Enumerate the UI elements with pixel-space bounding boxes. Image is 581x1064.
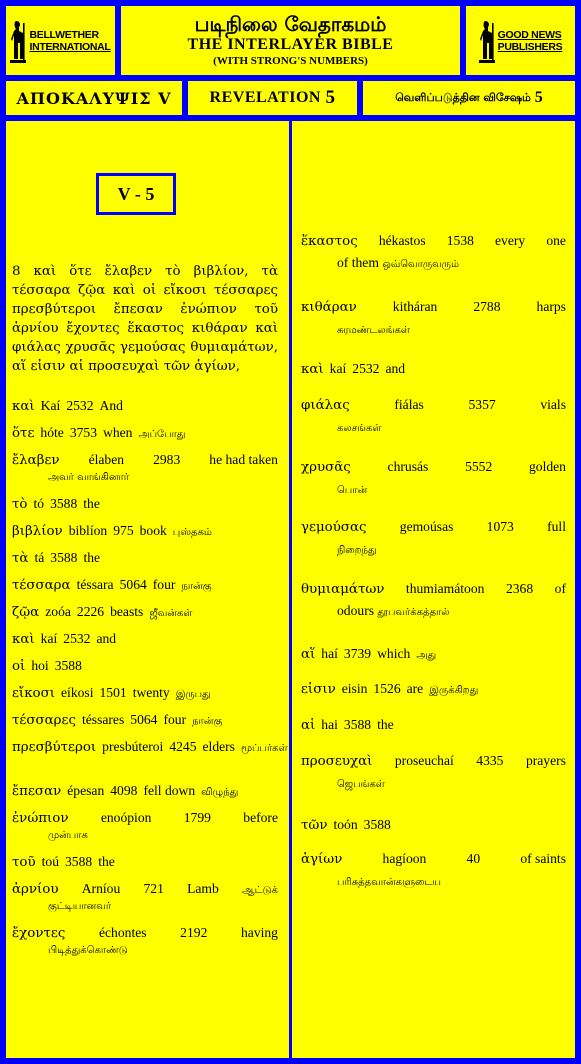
tamil-book-title: வெளிப்படுத்தின விசேஷம் xyxy=(395,90,531,104)
transliteration: hagíoon xyxy=(382,851,427,866)
word-line xyxy=(301,459,566,475)
greek-word: βιβλίον xyxy=(12,524,63,539)
word-entry xyxy=(12,925,278,957)
transliteration: hoi xyxy=(31,658,49,673)
word-line xyxy=(12,739,288,755)
tamil-gloss: பொன் xyxy=(337,485,368,496)
greek-word: αἵ xyxy=(301,647,316,662)
transliteration: hai xyxy=(321,717,338,732)
english-gloss: he had taken xyxy=(209,452,278,467)
publisher-right-line2: PUBLISHERS xyxy=(497,40,563,53)
word-line xyxy=(12,925,278,941)
tamil-chapter-number: 5 xyxy=(534,89,543,106)
word-line xyxy=(12,810,278,826)
tamil-gloss: இருபது xyxy=(175,689,211,700)
word-entry xyxy=(12,604,278,620)
word-continuation xyxy=(301,419,566,435)
word-entry xyxy=(12,398,278,414)
word-line xyxy=(12,685,278,701)
greek-word: τὸ xyxy=(12,497,28,512)
tamil-gloss: இருக்கிறது xyxy=(429,685,479,696)
strongs-number: 40 xyxy=(466,851,481,866)
strongs-number: 3739 xyxy=(343,646,372,661)
word-entry xyxy=(12,881,278,913)
word-line xyxy=(12,712,278,728)
word-continuation xyxy=(301,775,566,791)
transliteration: téssara xyxy=(76,577,114,592)
greek-word: οἱ xyxy=(12,659,26,674)
strongs-number: 4335 xyxy=(476,753,504,768)
greek-word: αἱ xyxy=(301,718,316,733)
transliteration: haí xyxy=(321,646,338,661)
word-line xyxy=(12,631,278,647)
transliteration: proseuchaí xyxy=(394,753,454,768)
greek-word: τὰ xyxy=(12,551,29,566)
greek-word: χρυσᾶς xyxy=(301,460,351,475)
word-line xyxy=(301,646,566,662)
strongs-number: 1501 xyxy=(99,685,127,700)
transliteration: hékastos xyxy=(378,233,426,248)
strongs-number: 5064 xyxy=(130,712,158,727)
english-gloss: and xyxy=(96,631,117,646)
word-line xyxy=(12,604,278,620)
english-gloss: the xyxy=(98,854,115,869)
english-gloss: four xyxy=(152,577,176,592)
tamil-gloss: ஆட்டுக் xyxy=(242,885,278,896)
transliteration: fiálas xyxy=(394,397,424,412)
tamil-gloss: பரிசுத்தவான்களுடைய xyxy=(337,877,441,888)
chapter-label-box xyxy=(96,173,176,215)
word-entry xyxy=(301,519,566,557)
greek-word: ὅτε xyxy=(12,426,35,441)
transliteration: thumiamátoon xyxy=(405,581,485,596)
transliteration: épesan xyxy=(67,783,105,798)
english-gloss: and xyxy=(385,361,406,376)
tamil-gloss: அப்போது xyxy=(138,429,186,440)
greek-word: καὶ xyxy=(301,362,324,377)
english-chapter-number: 5 xyxy=(325,87,336,108)
english-gloss: of xyxy=(554,581,566,596)
transliteration: biblíon xyxy=(68,523,108,538)
word-entry xyxy=(301,361,566,377)
english-gloss: which xyxy=(377,646,411,661)
strongs-number: 2368 xyxy=(505,581,534,596)
tamil-gloss: விழுந்து xyxy=(201,787,239,798)
transliteration: élaben xyxy=(88,452,125,467)
english-gloss: harps xyxy=(536,299,566,314)
english-gloss-continued: odours xyxy=(337,603,375,618)
word-continuation xyxy=(12,897,278,913)
word-entry xyxy=(12,854,278,870)
greek-word: ἀρνίου xyxy=(12,882,59,897)
word-continuation xyxy=(301,873,566,889)
english-gloss: And xyxy=(99,398,123,413)
english-gloss: golden xyxy=(528,459,566,474)
word-continuation xyxy=(301,481,566,497)
strongs-number: 2532 xyxy=(66,398,94,413)
word-entry xyxy=(12,523,278,539)
word-entry xyxy=(12,739,288,755)
word-entry xyxy=(12,496,278,512)
tamil-gloss: ஜெபங்கள் xyxy=(337,779,385,790)
strongs-number: 2983 xyxy=(153,452,181,467)
strongs-number: 4098 xyxy=(110,783,138,798)
tamil-gloss: அவர் வாங்கினார் xyxy=(48,472,129,483)
word-line xyxy=(12,783,278,799)
english-gloss: elders xyxy=(202,739,235,754)
word-entry xyxy=(301,581,566,619)
greek-word: ἔλαβεν xyxy=(12,453,60,468)
tamil-gloss: பிடித்துக்கொண்டு xyxy=(48,945,128,956)
english-gloss: book xyxy=(139,523,167,538)
greek-word: ἕκαστος xyxy=(301,234,358,249)
transliteration: enoópion xyxy=(100,810,152,825)
tamil-gloss: அது xyxy=(416,650,437,661)
english-book-header xyxy=(185,78,360,118)
strongs-number: 721 xyxy=(143,881,164,896)
word-continuation xyxy=(12,941,278,957)
word-entry xyxy=(301,717,566,733)
word-line xyxy=(301,361,566,377)
word-entry xyxy=(12,631,278,647)
word-entry xyxy=(301,397,566,435)
greek-word: τέσσαρα xyxy=(12,578,71,593)
transliteration: tá xyxy=(34,550,45,565)
word-continuation xyxy=(301,603,566,619)
strongs-number: 4245 xyxy=(169,739,197,754)
strongs-number: 3588 xyxy=(50,550,78,565)
word-line xyxy=(12,425,278,441)
word-line xyxy=(301,519,566,535)
greek-word: ἁγίων xyxy=(301,852,343,867)
greek-book-title: ΑΠΟΚΑΛΥΨΙΣ V xyxy=(16,88,172,108)
word-line xyxy=(12,452,278,468)
word-entry xyxy=(301,851,566,889)
english-gloss: are xyxy=(406,681,424,696)
greek-word: θυμιαμάτων xyxy=(301,582,385,597)
strongs-number: 5357 xyxy=(468,397,496,412)
tamil-book-header xyxy=(360,78,578,118)
chapter-label: V - 5 xyxy=(117,183,155,204)
greek-word: τῶν xyxy=(301,818,328,833)
word-continuation xyxy=(12,826,278,842)
greek-word: καὶ xyxy=(12,399,35,414)
tamil-gloss: முன்பாக xyxy=(48,830,88,841)
strongs-number: 1538 xyxy=(446,233,474,248)
word-entry xyxy=(301,681,566,697)
english-gloss: the xyxy=(83,496,100,511)
word-entry xyxy=(301,299,566,337)
word-entry xyxy=(12,712,278,728)
english-gloss: the xyxy=(83,550,101,565)
word-line xyxy=(301,681,566,697)
greek-word: γεμούσας xyxy=(301,520,367,535)
transliteration: presbúteroi xyxy=(102,739,164,754)
publisher-left-line2: INTERNATIONAL xyxy=(29,40,111,53)
title-block xyxy=(118,3,463,78)
word-line xyxy=(301,233,566,249)
transliteration: tó xyxy=(33,496,45,511)
tamil-gloss: ஜீவன்கள் xyxy=(149,608,193,619)
word-entry xyxy=(301,459,566,497)
strongs-number: 3588 xyxy=(363,817,391,832)
english-gloss: twenty xyxy=(132,685,170,700)
word-line xyxy=(301,299,566,315)
tamil-gloss: ஒவ்வொருவரும் xyxy=(382,259,459,270)
word-line xyxy=(12,577,278,593)
english-gloss: Lamb xyxy=(187,881,219,896)
strongs-number: 1073 xyxy=(486,519,514,534)
english-gloss: when xyxy=(103,425,133,440)
strongs-number: 1526 xyxy=(373,681,401,696)
transliteration: eíkosi xyxy=(61,685,94,700)
transliteration: zoóa xyxy=(45,604,71,619)
tamil-gloss: மூப்பர்கள் xyxy=(240,743,288,754)
greek-book-header xyxy=(3,78,185,118)
transliteration: Arníou xyxy=(81,881,121,896)
publisher-right-line1: GOOD NEWS xyxy=(497,28,562,41)
transliteration: kaí xyxy=(40,631,58,646)
word-continuation xyxy=(301,321,566,337)
english-gloss: four xyxy=(163,712,187,727)
english-gloss: one xyxy=(546,233,566,248)
word-continuation xyxy=(12,468,278,484)
strongs-number: 2532 xyxy=(352,361,380,376)
verse-text: 8 καὶ ὅτε ἔλαβεν τὸ βιβλίον, τὰ τέσσαρα ζῷα καὶ οἱ εἴκοσι τέσσαρες πρεσβύτεροι ἔπεσαν ἐνώπιον τοῦ ἀρνίου ἔχοντες ἕκαστος κιθάραν καὶ φιάλας χρυσᾶς γεμούσας θυμιαμάτων, αἵ εἰσιν αἱ προσευχαὶ τῶν ἁγίων, xyxy=(12,264,278,374)
tamil-gloss: தூபவர்க்கத்தால் xyxy=(377,607,450,618)
word-continuation xyxy=(301,541,566,557)
word-line xyxy=(12,523,278,539)
word-line xyxy=(12,398,278,414)
word-line xyxy=(12,496,278,512)
word-line xyxy=(301,851,566,867)
word-line xyxy=(301,397,566,413)
title-subtitle: (WITH STRONG'S NUMBERS) xyxy=(213,55,368,67)
publisher-logo-right xyxy=(463,3,578,78)
tamil-gloss-continued: குட்டியானவர் xyxy=(48,901,112,912)
english-gloss: before xyxy=(243,810,278,825)
greek-word: τοῦ xyxy=(12,855,36,870)
word-line xyxy=(301,753,566,769)
greek-word: εἴκοσι xyxy=(12,686,56,701)
word-entry xyxy=(12,550,278,566)
tamil-gloss: நிறைந்து xyxy=(337,545,377,556)
greek-word: τέσσαρες xyxy=(12,713,76,728)
strongs-number: 5552 xyxy=(465,459,493,474)
strongs-number: 2532 xyxy=(63,631,91,646)
tamil-gloss: புஸ்தகம் xyxy=(172,527,212,538)
greek-word: καὶ xyxy=(12,632,35,647)
greek-word: ζῷα xyxy=(12,605,40,620)
transliteration: hóte xyxy=(40,425,64,440)
word-entry xyxy=(12,783,278,799)
transliteration: kitháran xyxy=(392,299,438,314)
tamil-gloss: நான்கு xyxy=(181,581,212,592)
strongs-number: 2788 xyxy=(473,299,501,314)
english-gloss: fell down xyxy=(143,783,196,798)
publisher-logo-left xyxy=(3,3,118,78)
greek-word: εἰσιν xyxy=(301,682,336,697)
english-gloss: prayers xyxy=(525,753,566,768)
strongs-number: 3753 xyxy=(69,425,98,440)
tamil-gloss: நான்கு xyxy=(192,716,223,727)
transliteration: échontes xyxy=(98,925,147,940)
strongs-number: 2192 xyxy=(180,925,208,940)
english-gloss: beasts xyxy=(110,604,144,619)
english-book-title: REVELATION xyxy=(209,89,321,106)
word-entry xyxy=(12,425,278,441)
word-line xyxy=(301,717,566,733)
english-gloss: of saints xyxy=(520,851,566,866)
strongs-number: 3588 xyxy=(50,496,78,511)
greek-word: φιάλας xyxy=(301,398,350,413)
transliteration: toón xyxy=(333,817,358,832)
publisher-left-line1: BELLWETHER xyxy=(29,28,99,41)
tamil-gloss: சுரமண்டலங்கள் xyxy=(337,325,410,336)
strongs-number: 1799 xyxy=(183,810,211,825)
word-entry xyxy=(301,233,566,271)
greek-word: προσευχαὶ xyxy=(301,754,373,769)
word-entry xyxy=(12,452,278,484)
transliteration: gemoúsas xyxy=(399,519,454,534)
title-english: THE INTERLAYER BIBLE xyxy=(187,36,394,53)
word-line xyxy=(301,817,566,833)
strongs-number: 3588 xyxy=(65,854,93,869)
word-entry xyxy=(301,753,566,791)
english-gloss-continued: of them xyxy=(337,255,379,270)
transliteration: toú xyxy=(41,854,59,869)
greek-word: πρεσβύτεροι xyxy=(12,740,97,755)
strongs-number: 2226 xyxy=(76,604,105,619)
greek-word: κιθάραν xyxy=(301,300,357,315)
english-gloss: having xyxy=(240,925,278,940)
greek-word: ἔπεσαν xyxy=(12,784,62,799)
title-tamil: படிநிலை வேதாகமம் xyxy=(194,12,387,36)
word-continuation xyxy=(301,255,566,271)
english-gloss: vials xyxy=(540,397,566,412)
strongs-number: 5064 xyxy=(119,577,147,592)
shepherd-icon xyxy=(479,19,495,63)
word-line xyxy=(12,881,278,897)
strongs-number: 3588 xyxy=(343,717,372,732)
transliteration: Kaí xyxy=(40,398,61,413)
word-line xyxy=(12,658,278,674)
shepherd-icon xyxy=(10,19,26,63)
english-gloss: full xyxy=(547,519,566,534)
word-entry xyxy=(301,817,566,833)
strongs-number: 975 xyxy=(113,523,134,538)
transliteration: chrusás xyxy=(387,459,429,474)
word-line xyxy=(12,854,278,870)
word-entry xyxy=(301,646,566,662)
transliteration: eisin xyxy=(341,681,368,696)
word-entry xyxy=(12,577,278,593)
transliteration: téssares xyxy=(81,712,125,727)
word-entry xyxy=(12,658,278,674)
english-gloss: every xyxy=(495,233,526,248)
word-line xyxy=(12,550,278,566)
strongs-number: 3588 xyxy=(54,658,82,673)
word-line xyxy=(301,581,566,597)
english-gloss: the xyxy=(377,717,394,732)
greek-word: ἔχοντες xyxy=(12,926,66,941)
word-entry xyxy=(12,810,278,842)
tamil-gloss: கலசங்கள் xyxy=(337,423,382,434)
greek-word: ἐνώπιον xyxy=(12,811,69,826)
transliteration: kaí xyxy=(329,361,347,376)
word-entry xyxy=(12,685,278,701)
